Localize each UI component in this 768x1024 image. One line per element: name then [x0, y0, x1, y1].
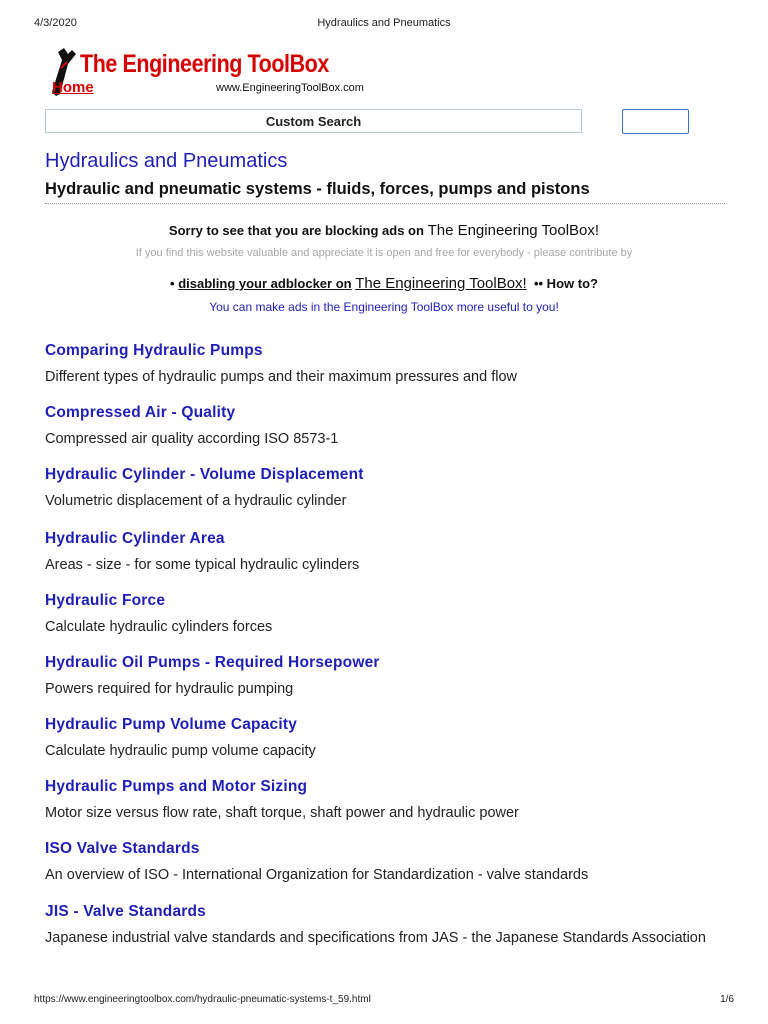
adblock-notice-brand: The Engineering ToolBox!: [427, 222, 600, 239]
topic-link[interactable]: Compressed Air - Quality: [45, 404, 236, 421]
list-item: [45, 654, 725, 700]
disable-adblocker-brand-link[interactable]: The Engineering ToolBox!: [355, 275, 527, 292]
list-item: [45, 778, 725, 824]
home-link[interactable]: Home: [52, 79, 94, 96]
adblock-notice: [0, 222, 768, 239]
topic-description: An overview of ISO - International Organization for Standardization - valve standards: [45, 867, 589, 883]
topic-description: Compressed air quality according ISO 8573-1: [45, 431, 339, 447]
adblock-notice-text: Sorry to see that you are blocking ads on: [168, 223, 424, 238]
topic-link[interactable]: Comparing Hydraulic Pumps: [45, 342, 263, 359]
page-subtitle: Hydraulic and pneumatic systems - fluids, forces, pumps and pistons: [45, 180, 590, 198]
list-item: [45, 592, 725, 638]
list-item: [45, 716, 725, 762]
search-input[interactable]: Custom Search: [45, 109, 582, 133]
list-item: [45, 903, 725, 949]
print-date: 4/3/2020: [34, 17, 77, 29]
print-page-number: 1/6: [720, 994, 734, 1005]
site-url: www.EngineeringToolBox.com: [216, 82, 364, 94]
brand-name: The Engineering ToolBox: [80, 50, 329, 78]
topic-link[interactable]: Hydraulic Cylinder - Volume Displacement: [45, 466, 364, 483]
topic-link[interactable]: Hydraulic Pump Volume Capacity: [45, 716, 298, 733]
topic-description: Areas - size - for some typical hydraulic cylinders: [45, 557, 360, 573]
topic-description: Calculate hydraulic cylinders forces: [45, 619, 273, 635]
adblock-contribute-text: If you find this website valuable and appreciate it is open and free for everybody - please contribute by: [135, 247, 633, 259]
search-button[interactable]: [622, 109, 689, 134]
list-item: [45, 466, 725, 512]
disable-adblocker-link[interactable]: disabling your adblocker on: [178, 276, 352, 291]
list-item: [45, 342, 725, 388]
topic-description: Motor size versus flow rate, shaft torque, shaft power and hydraulic power: [45, 805, 519, 821]
topic-link[interactable]: ISO Valve Standards: [45, 840, 200, 857]
site-logo[interactable]: [46, 46, 406, 98]
topic-link[interactable]: Hydraulic Force: [45, 592, 166, 609]
topic-description: Japanese industrial valve standards and specifications from JAS - the Japanese Standards Association: [45, 930, 706, 946]
list-item: [45, 840, 725, 886]
list-item: [45, 530, 725, 576]
topic-link[interactable]: Hydraulic Pumps and Motor Sizing: [45, 778, 308, 795]
bullet: •: [170, 276, 175, 291]
topic-link[interactable]: Hydraulic Oil Pumps - Required Horsepower: [45, 654, 380, 671]
topic-link[interactable]: Hydraulic Cylinder Area: [45, 530, 225, 547]
topic-description: Different types of hydraulic pumps and their maximum pressures and flow: [45, 369, 518, 385]
topic-link[interactable]: JIS - Valve Standards: [45, 903, 206, 920]
print-footer-url: https://www.engineeringtoolbox.com/hydraulic-pneumatic-systems-t_59.html: [34, 994, 371, 1005]
topic-description: Volumetric displacement of a hydraulic cylinder: [45, 493, 347, 509]
print-title: Hydraulics and Pneumatics: [317, 17, 451, 29]
list-item: [45, 404, 725, 450]
page-title: Hydraulics and Pneumatics: [45, 150, 288, 172]
adblock-disable-line: [0, 275, 768, 292]
divider: [45, 203, 725, 204]
topic-description: Calculate hydraulic pump volume capacity: [45, 743, 316, 759]
ads-useful-link[interactable]: You can make ads in the Engineering ToolBox more useful to you!: [209, 300, 559, 314]
topic-description: Powers required for hydraulic pumping: [45, 681, 294, 697]
how-to-link[interactable]: •• How to?: [533, 276, 598, 291]
